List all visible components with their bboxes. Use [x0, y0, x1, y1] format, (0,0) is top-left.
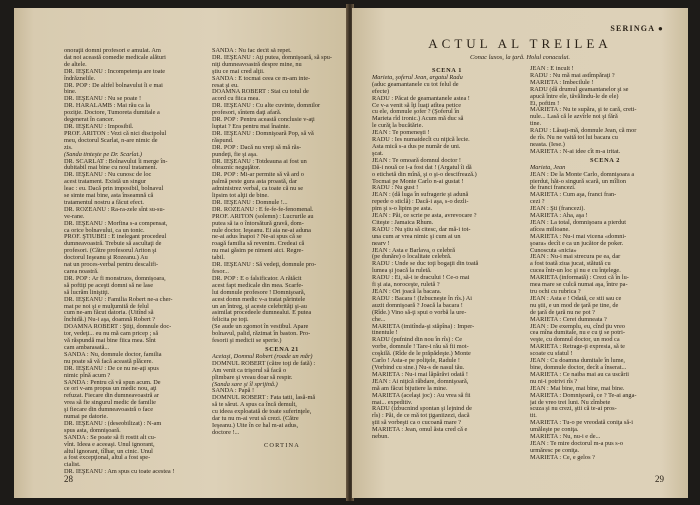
- script-line: MARIETA : Ce naiba mai au ca uscării: [530, 370, 629, 378]
- script-line: tinentule !: [372, 329, 398, 337]
- script-line: DR. IEŞEANU : Să vedeţi, domnule pro-: [212, 261, 317, 269]
- script-line: MARIETA : Cerei dumneata ?: [530, 315, 607, 323]
- script-line: Marieta rîd ironic.) Acum mă duc să: [372, 115, 464, 123]
- script-line: a fost excepţional, altul a fost spe-: [64, 454, 151, 462]
- script-line: JEAN : Ori joacă la bacara.: [372, 288, 442, 295]
- script-line: onoraţii domni profesori e amulat. Am: [64, 48, 161, 54]
- script-line: SANDA : Nu fac decît să repet.: [212, 48, 292, 54]
- script-line: RADU : Păcat de geamantanele astea !: [372, 94, 470, 102]
- script-line: şcat.: [372, 149, 384, 157]
- script-line: fesor...: [212, 268, 229, 275]
- script-line: MARIETA : Nu-i mai lăpărăvi odată !: [372, 370, 469, 378]
- script-line: DR. IEŞEANU : Domnule !...: [212, 198, 288, 206]
- script-line: nule doctor. Ieşeanu. Ei aia ne-ai aduna: [212, 226, 311, 234]
- running-head: SERINGA ●: [610, 24, 664, 33]
- script-line: JEAN : Şti (francezi).: [530, 205, 585, 213]
- script-line: tru ochi cu rubrica ?: [530, 288, 581, 295]
- script-line: DR. IEŞEANU : Nu cunosc de loc: [64, 171, 152, 179]
- script-line: JEAN : Nu-i mai strecura pe ea, dar: [530, 253, 621, 261]
- script-line: de rîs. Nu ne vaită tot lui bacara cu: [530, 134, 618, 142]
- script-line: MARIETA : Cum aşa, franci fran-: [530, 191, 617, 199]
- script-line: acord cu fiica mea.: [212, 95, 260, 103]
- script-line: MARIETA : Tu-o pe vreodată coniţa să-i: [530, 419, 634, 427]
- script-line: MARIETA : Aha, aşa !: [530, 212, 588, 220]
- script-line: de franci francezi.: [530, 184, 576, 192]
- script-line: spus asta, domnişoară.: [64, 426, 121, 434]
- script-line: JEAN : Asta e Barlava, o celebră: [372, 246, 456, 254]
- stage-direction: Marieta, şoferul Jean, argatul Radu: [372, 73, 463, 81]
- script-line: una cum ar vrea nimic şi cum ai un: [372, 232, 461, 240]
- script-line: vorbe, domnule ! Tare-i rău să fii mot-: [372, 343, 469, 351]
- script-line: luptat ? Era pentru mai înainte.: [212, 122, 290, 130]
- script-line: MARIETA : Ce, e gelos ?: [530, 453, 595, 461]
- script-line: resat şi eu.: [212, 81, 239, 89]
- script-line: vînt. Ideea e aceeaşi. Unul ignorant,: [64, 440, 155, 448]
- script-line: DR. POP : Mi-ar permite să vă ard o: [212, 171, 304, 179]
- script-line: bine, domnule doctor, decît a înserat...: [530, 363, 627, 371]
- script-line: MARIETA : Imbecilule !: [530, 78, 594, 86]
- script-line: a fost toată ziua jucat, stătută cu: [530, 260, 611, 268]
- script-line: DR. IEŞEANU : (deseobilizat) : N-am: [64, 419, 162, 427]
- script-line: ştiu ce mai cred alţii.: [212, 67, 265, 75]
- script-line: cum ne-am făcut datoria. (Uitînd să: [64, 309, 154, 317]
- script-line: RADU : Bacara ! (Izbucneşte în rîs.) Ai: [372, 294, 473, 302]
- script-line: de ţară de ţară nu ne pot ?: [530, 308, 595, 316]
- script-line: putea să ia o întorsătură gravă, dom-: [212, 219, 304, 227]
- script-line: SANDA : E tocmai ceea ce m-am inte-: [212, 74, 311, 82]
- script-line: coşkilă. (Rîde de le prăpădeşte.) Monte: [372, 350, 471, 358]
- script-line: doctore !...: [212, 428, 240, 436]
- script-line: lumea şi joacă la ruletă.: [372, 267, 432, 275]
- script-line: DR. POP : Ar fi monstruos, domnişoara,: [64, 274, 166, 282]
- script-line: JEAN : Păi, ce scrie pe asta, avrevocare ?: [372, 212, 477, 220]
- script-line: DR. HARALAMB : Mai rău ca la: [64, 102, 150, 110]
- script-line: apucă între ele, tăvălindu-le de ele): [530, 92, 619, 100]
- script-line: nimic pînă acum ?: [64, 371, 111, 379]
- script-line: efecte): [372, 87, 390, 95]
- right-page: [352, 8, 688, 498]
- script-line: RADU (pufnind din nou în rîs) : Ce: [372, 336, 463, 344]
- script-line: ve-rane.: [64, 212, 85, 220]
- script-line: DOAMNA ROBERT : Stai cu totul de: [212, 88, 309, 96]
- script-line: tabil.: [212, 254, 225, 262]
- script-line: DOMNUL ROBERT (către toţi de fată) :: [212, 359, 316, 367]
- script-line: şoara» decît e ca un jucător de poker.: [530, 239, 624, 247]
- script-line: MARIETA : Jean, omul ăsta cred că e: [372, 426, 468, 434]
- script-line: leac : eu. Dacă prin imposibil, bolnavul: [64, 185, 164, 193]
- script-line: felicita pe toţi.: [212, 316, 249, 324]
- script-line: tit.: [530, 412, 537, 420]
- script-line: tine.: [530, 120, 542, 128]
- script-line: (Vorbind cu sine.) Nu-s de nasul tău.: [372, 363, 465, 371]
- script-line: DR. IEŞEANU : Am spus cu toate acestea !: [64, 468, 175, 476]
- script-line: rîs) : Păi, de ce mă tot ţiganiizezi, dacă: [372, 412, 470, 420]
- script-line: DOMNUL ROBERT : Fata tatii, lasă-mă: [212, 394, 316, 402]
- script-line: JEAN : (dă luga în sufragerie şi adună: [372, 191, 469, 199]
- script-line: MARIETA : Nu te supăra, şi te cară, creti-: [530, 106, 637, 114]
- script-line: acest domn medic v-a tratat părintele: [212, 295, 306, 303]
- script-line: RADU : Ei, să-i ie dracului ! Ce-o mai: [372, 274, 470, 282]
- script-line: cam ambarasată...: [64, 343, 110, 351]
- script-line: o etichetă din mînă, şi o şi-o descifrează.): [372, 170, 477, 178]
- script-line: mă am făcut bijutiere la mine.: [372, 384, 448, 392]
- scene-heading: SCENA 1: [432, 67, 462, 74]
- script-line: cezi ?: [530, 198, 545, 206]
- script-line: dumneavoastră. Trebuie să ascultaţi de: [64, 240, 162, 248]
- script-line: MARIETA (informată) : Crezi că în lu-: [530, 274, 629, 282]
- script-line: DR. POP : Pentru această conclusie v-aţi: [212, 116, 315, 124]
- script-line: lui domnule profesore ! Domnişoară,: [212, 288, 306, 296]
- script-line: RADU : Unde se duc toţi bogaţii din toată: [372, 260, 479, 268]
- script-line: (Se aude un zgomot în vestibul. Apare: [212, 323, 309, 331]
- script-line: JEAN : Te omoară domnul doctor !: [372, 156, 461, 164]
- script-line: nat un proces-verbal pentru descalifi-: [64, 261, 159, 269]
- script-line: che...: [372, 315, 386, 323]
- right-column-2: [530, 66, 680, 462]
- script-line: auzit domnişoară ? Joacă la bacara !: [372, 301, 463, 309]
- script-line: DR. POP : Dacă nu vreţi să mă răs-: [212, 143, 302, 151]
- script-line: JEAN : De la Monte Carlo, domnişoara a: [530, 170, 635, 178]
- script-line: Ei, poftim !: [530, 99, 560, 107]
- script-line: zis.: [64, 143, 73, 151]
- script-line: JEAN : E incult !: [530, 66, 574, 72]
- script-line: JEAN : De exemplu, eu, cînd ţiu vreo: [530, 322, 625, 330]
- script-line: MARIETA : Nu-i mai vicena «domni-: [530, 232, 627, 240]
- script-line: Tocmai pe Monte Carlo n-ai gustat !: [372, 177, 464, 185]
- script-line: plimbare şi vreau doar să respir.: [212, 373, 293, 381]
- script-line: jat de vreo trei luni. Nu zîmbete: [530, 398, 611, 406]
- script-line: obraznic neguţător.: [212, 164, 261, 172]
- script-line: vă răspundă mai bine fiica mea. Sînt: [64, 337, 156, 345]
- script-line: PROF. ARITON (solemn) : Lucrurile au: [212, 212, 314, 220]
- script-line: veşte, cu domnul doctor, un mod ca: [530, 336, 620, 344]
- script-line: poziţie. Doctore, Tumoreta dumitale a: [64, 109, 160, 117]
- script-line: Ieşeanu.) Uite în ce hal m-ai adus,: [212, 421, 299, 429]
- script-line: palmă peste gura asta proastă, dar: [212, 178, 297, 186]
- script-line: Carlo ! Asta-e pe poliţele, Radule !: [372, 357, 460, 365]
- left-page: [14, 8, 348, 498]
- script-line: să te sărut. A spus ca încă demult,: [212, 401, 297, 409]
- script-line: bine.: [64, 88, 77, 96]
- script-line: dar tu nu m-ai vrut să crezi. (Către: [212, 415, 299, 423]
- running-head-title: SERINGA: [610, 24, 655, 33]
- script-line: vrea să fie singurul medic de familie: [64, 399, 156, 407]
- script-line: un an întreg, şi aceste celebrităţi şi-au: [212, 302, 307, 310]
- script-line: dat noi această comedie medicale alături: [64, 53, 166, 61]
- script-line: DOAMNA ROBERT : Ştiţi, domnule doc-: [64, 323, 172, 331]
- script-line: MARIETA (imitînda-şi stăpîna) : Imper-: [372, 322, 475, 330]
- script-line: (Rîde.) Vino să-ţi spui o vorbă la ure-: [372, 308, 467, 316]
- script-line: să poftiţi pe aceşti domni să ne lase: [64, 281, 154, 289]
- script-line: RADU (dă drumul geamantanelor şi se: [530, 85, 629, 93]
- script-line: Am venit ca trişorul să facă o: [212, 366, 287, 374]
- script-line: bolnavul, palid, răzimat în baston. Pro-: [212, 330, 311, 338]
- script-line: JEAN : La total, domnişoara a pierdut: [530, 218, 627, 226]
- script-line: DR. ROZEANU : Ra-ra-zele sînt su-su-: [64, 205, 165, 213]
- script-line: dubitabil mai bine cu noul tratament.: [64, 164, 158, 172]
- act-title: ACTUL AL TREILEA: [428, 36, 612, 51]
- stage-direction: (Sanda sare şi îl sprijină.): [212, 380, 278, 388]
- script-line: DR. IEŞEANU : Nu se poate !: [64, 95, 142, 103]
- script-line: mai... expeditiv.: [372, 398, 413, 406]
- script-line: de altele.: [64, 60, 87, 68]
- script-line: Citeşte : Jamaica Rhum.: [372, 218, 434, 226]
- script-line: cialist.: [64, 461, 81, 469]
- script-line: MARIETA (acelaşi joc) : Au vrea să fii: [372, 391, 471, 399]
- script-line: DR. POP : De altfel bolnavului îi e mai: [64, 81, 163, 89]
- scene-heading: SCENA 2: [590, 156, 620, 164]
- script-line: RADU : Lăsaţi-mă, domnule Jean, că mor: [530, 127, 637, 135]
- script-line: numai pe datorie.: [64, 413, 108, 421]
- script-line: DR. IEŞEANU : Familia Robert ne-a cher-: [64, 295, 173, 303]
- script-line: să lucrăm liniştiţi.: [64, 288, 110, 296]
- script-line: profesori. (Către profesorul Ariton şi: [64, 247, 157, 255]
- script-line: neasta. (Iese.): [530, 140, 565, 148]
- script-line: îndrăznelile.: [64, 74, 96, 82]
- curtain-label: CORTINA: [263, 441, 300, 449]
- script-line: JEAN : Asta e ! Odată, ce stii sau ce: [530, 294, 622, 302]
- script-line: MARIETA : Retrage-ţi expresia, să te: [530, 343, 625, 351]
- script-line: cea mîna dumitale, nu e cu ţi se potri-: [530, 329, 625, 337]
- script-line: profesori, sîntem daţi afară.: [212, 109, 282, 117]
- script-line: Cunoscuta «nicia»: [530, 246, 577, 254]
- script-line: nu mai găsim pe nimeni aici. Regre-: [212, 247, 304, 255]
- script-line: închidă.) Nu-i aşa, doamnă Robert ?: [64, 316, 156, 324]
- act-setting: Conac luxos, la ţară. Holul conacului.: [469, 54, 571, 61]
- script-line: MARIETA : N-ai idee cît m-a iritat.: [530, 147, 621, 155]
- script-line: tor, vedeţi... eu nu mă cam pricep ; să: [64, 330, 159, 338]
- script-line: altul ignorant, tîlhar, un cinic. Unul: [64, 447, 153, 455]
- script-line: JEAN : Cu doamna dumitale în lume,: [530, 357, 625, 365]
- script-line: acest tratament. Există un singur: [64, 178, 147, 186]
- script-line: niţi dumneavoastră despre mine, nu: [212, 60, 302, 68]
- script-line: cucea într-un loc şi nu e cu înţelege.: [530, 267, 621, 275]
- script-line: (pe dunăre) o localitate celebră.: [372, 253, 452, 261]
- script-line: DR. IEŞEANU : Totdeauna ai fost un: [212, 157, 307, 165]
- script-line: MARIETA : Domnişoară, ce ? Te-ai anga-: [530, 391, 637, 399]
- script-line: Dă-i nouă ce i-a fost dat ! (Argatul îi dă: [372, 163, 472, 171]
- script-line: RADU (izbucnind spontan şi lejnind de: [372, 405, 472, 413]
- script-line: pundeţi, fie şi aşa.: [212, 150, 258, 158]
- script-line: JEAN : Ai niţică răbdare, domnişoară,: [372, 377, 469, 385]
- script-line: DR. IEŞEANU : Domnişoară Pop, să vă: [212, 129, 314, 137]
- script-line: fi şi aia, noroceşte, ruletă ?: [372, 281, 440, 289]
- script-line: JEAN : Te mire doctorul m-a pus s-o: [530, 439, 624, 447]
- script-line: asimilat procedeele dumnealui. E putea: [212, 309, 312, 317]
- script-line: administrez verbal, ca toate că nu se: [212, 185, 304, 193]
- script-line: Asta mică s-a dus pe număr de uni.: [372, 142, 461, 150]
- script-line: cu ele, domnule şofer ? (Şoferul în: [372, 108, 460, 116]
- script-line: RADU : Nu ştiu să citesc, dar mă-i tot-: [372, 225, 471, 233]
- script-line: RADU : Nu gust !: [372, 184, 419, 192]
- left-column-2: [212, 48, 348, 450]
- script-line: şi fiecare din dumneavoastră o face: [64, 406, 153, 414]
- script-line: roagă familia să revenim. Credeai că: [212, 240, 305, 248]
- script-line: nule... Lasă că le azvîrle noi şi fără: [530, 113, 618, 121]
- script-line: umăleşte pe coniţa.: [530, 426, 579, 434]
- script-line: SANDA : Papă !: [212, 387, 255, 395]
- script-line: SANDA : Nu, domnule doctor, familia: [64, 350, 162, 358]
- script-line: mea mare se culcă numai aşa, între pa-: [530, 281, 628, 289]
- script-line: repede o sticlă) : Dacă-i aşa, s-o dezli-: [372, 198, 469, 206]
- script-line: pierdut, hăt-o singură scară, un mîlion: [530, 177, 627, 185]
- script-line: RADU : Ies numaidecît cu niţică lecie.: [372, 136, 470, 144]
- script-line: DR. IEŞEANU : Morfina s-a compensat,: [64, 219, 168, 227]
- script-line: ce ori v-am propus un medic nou, aţi: [64, 385, 157, 393]
- stage-direction: Marieta, Jean: [530, 163, 566, 171]
- script-line: PROF. ARITON : Vezi că nici discipolul: [64, 129, 167, 137]
- script-line: nebun.: [372, 433, 389, 441]
- script-line: fesorii şi medicii se sperie.): [212, 337, 282, 345]
- script-line: ştii să vorbeşti ca o cucoană mare ?: [372, 419, 461, 427]
- script-line: JEAN : Te pomeneşti !: [372, 129, 430, 137]
- script-line: se simte mai bine, asta înseamnă că: [64, 192, 154, 200]
- stage-direction: (Sanda tinteşte pe Dr. Scarlat.): [64, 150, 143, 158]
- page-number-left: 28: [64, 474, 73, 484]
- script-line: răspund.: [212, 136, 234, 144]
- script-line: SANDA : Se poate să fi rostit alt cu-: [64, 433, 156, 441]
- script-line: DR. IEŞEANU : De ce nu ne-aţi spus: [64, 364, 159, 372]
- script-line: RADU : Nu mă mai astîmpăraţi ?: [530, 71, 615, 79]
- script-line: cu ideea exploatată de toate suferinţele,: [212, 408, 312, 416]
- script-line: urmăresc pe coniţa.: [530, 446, 580, 454]
- script-line: nu ştii, e un mod de ţară pe tine, de: [530, 301, 619, 309]
- script-line: scuza şi nu crezi, ştii că te-ai pros-: [530, 405, 617, 413]
- script-line: PROF. ŞTIUBEI : E inelegant procedeul: [64, 233, 167, 241]
- script-line: pim şi s-o lipim pe asta.: [372, 205, 433, 213]
- script-line: JEAN : Mai bine, mai bine, mai bine.: [530, 384, 625, 392]
- script-line: nu ni-i potrivi rîs ?: [530, 377, 578, 385]
- script-line: le curăţ la bucătărie.: [372, 122, 424, 130]
- script-line: atîcea milioane.: [530, 225, 570, 233]
- script-line: SANDA : Pentru că vă spun acum. De: [64, 378, 161, 386]
- script-line: mat pe noi şi e mulţumită de felul: [64, 302, 149, 310]
- left-column-1: [64, 48, 204, 476]
- script-line: (aduc geamantanele cu tot felul de: [372, 80, 459, 88]
- script-line: Ce v-a venit să îţi luaţi atîtea petice: [372, 101, 461, 109]
- scene-heading: SCENA 21: [265, 345, 299, 353]
- script-line: nearv !: [372, 239, 390, 247]
- script-line: DR. SCARLAT : Bolnavului îi merge în-: [64, 157, 168, 165]
- script-line: ne-ai adus înapoi ? Ne-ai spus că se: [212, 233, 302, 241]
- script-line: ca orice bolnavului, ca un tonic.: [64, 226, 145, 234]
- right-column-1: [372, 66, 522, 441]
- script-line: DR. IEŞEANU : Incompetenţa are toate: [64, 67, 166, 75]
- script-line: refuzat. Fiecare din dumneavoastră ar: [64, 392, 159, 400]
- script-line: carea noastră.: [64, 268, 99, 275]
- script-line: DR. ROZEANU : E fe-fe-fe-fenomenal.: [212, 205, 314, 213]
- script-line: degenerat în cancer.: [64, 116, 115, 124]
- script-line: DR. IEŞEANU : Aţi putea, domnişoară, să spu-: [212, 53, 332, 61]
- script-line: meu, doctorul Scarlat, n-are nimic de: [64, 136, 158, 144]
- stage-direction: Aceiaşi, Domnul Robert (roade un măr): [212, 352, 313, 360]
- script-line: MARIETA : Nu, nu-i e de...: [530, 433, 601, 441]
- script-line: DR. POP : E o falsificator. A rătăcit: [212, 274, 302, 282]
- script-line: tratamentul nostru a făcut efect.: [64, 198, 144, 206]
- script-line: acest fapt medicale din mea. Scarfe-: [212, 281, 304, 289]
- script-line: scoate cu sfatul !: [530, 350, 573, 358]
- script-line: lipsim tot alţii de bine.: [212, 192, 269, 200]
- script-line: DR. IEŞEANU : Cu alte cuvinte, domnilor: [212, 102, 321, 110]
- script-line: doctorul Ieşeanu şi Rozeanu.) Au: [64, 254, 148, 262]
- page-number-right: 29: [655, 474, 664, 484]
- script-line: nu poate să vă facă această plăcere.: [64, 357, 153, 365]
- script-line: DR. IEŞEANU : Imposibil.: [64, 122, 134, 130]
